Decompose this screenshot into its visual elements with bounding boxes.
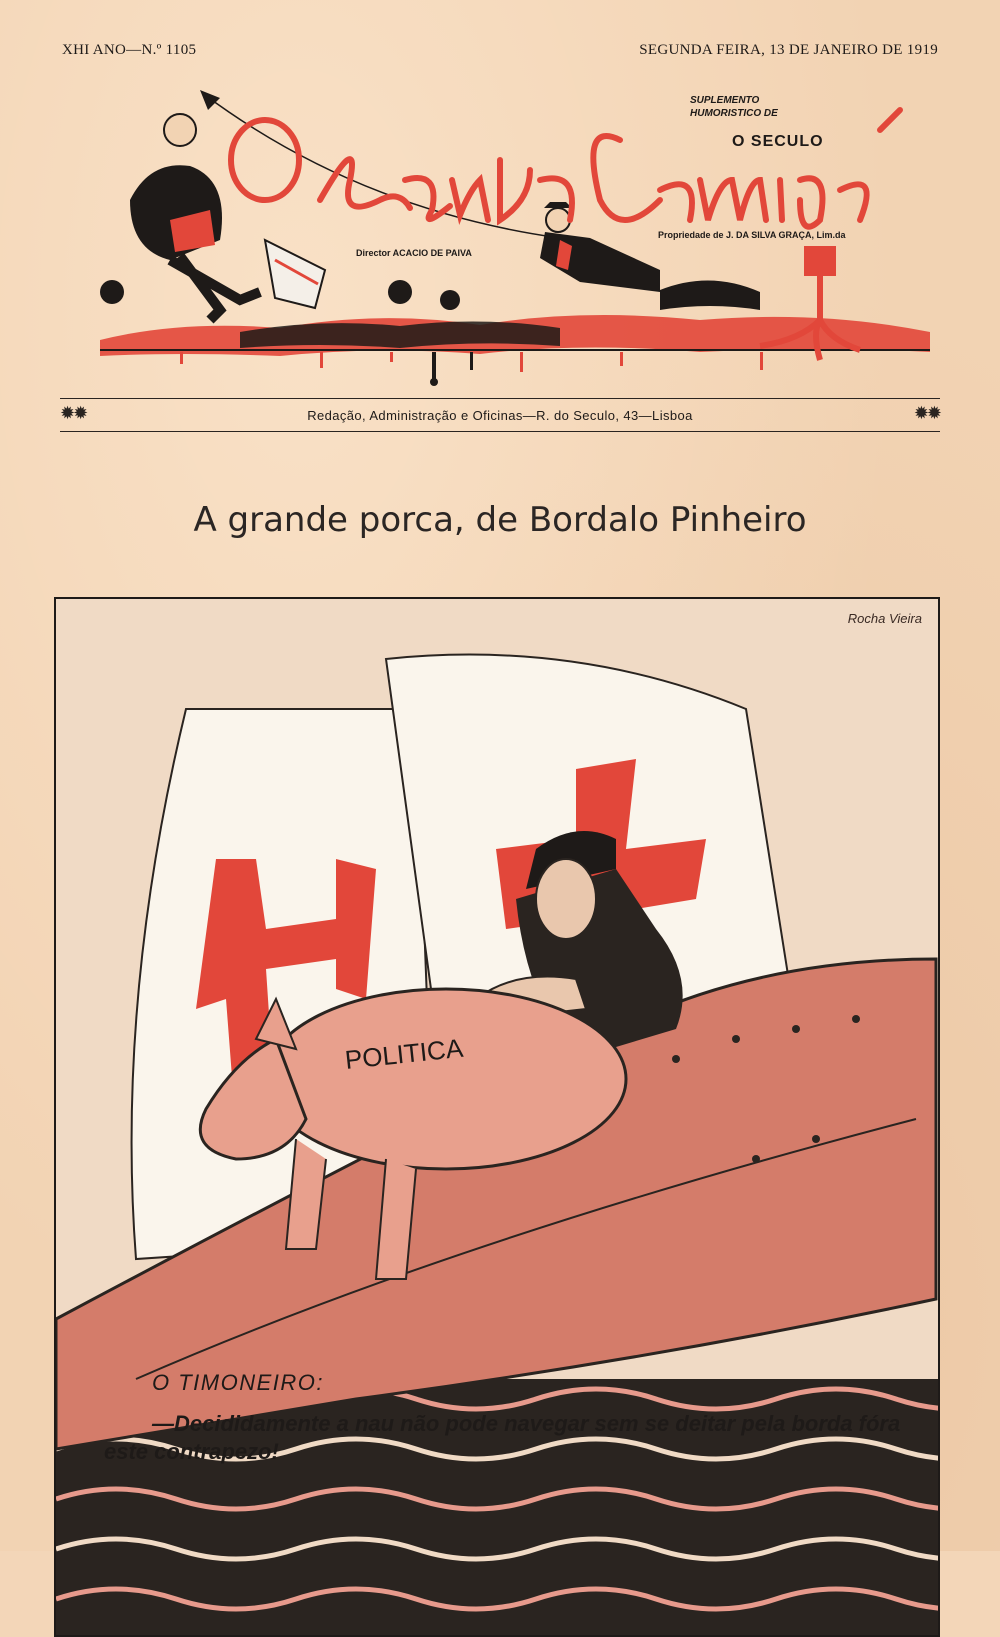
director-label: Director ACACIO DE PAIVA	[356, 248, 472, 258]
caption-speaker: O TIMONEIRO:	[152, 1370, 324, 1395]
proprietor-label: Propriedade de J. DA SILVA GRAÇA, Lim.da	[658, 230, 846, 240]
artist-signature: Rocha Vieira	[847, 611, 922, 626]
supplement-label	[690, 94, 778, 120]
pig-label: POLITICA	[343, 1032, 465, 1075]
supplement-line-1: SUPLEMENTO	[690, 95, 760, 106]
ornament-icon: ✹✹	[913, 403, 940, 423]
cartoon-drawing	[56, 599, 938, 1635]
ornament-icon: ✹✹	[60, 403, 87, 423]
header-line	[62, 42, 938, 59]
supplement-line-2: HUMORISTICO DE	[690, 108, 778, 119]
masthead	[60, 70, 940, 400]
cartoon-illustration	[54, 597, 940, 1637]
parent-paper-label: O SECULO	[732, 133, 824, 150]
issue-number: XHI ANO—N.º 1105	[62, 42, 197, 58]
caption-quote: —Decididamente a nau não pode navegar sem se deitar pela borda fóra este contrapezo!	[104, 1411, 901, 1464]
masthead-script-title	[231, 110, 900, 227]
address-bar	[60, 398, 940, 432]
address-line: Redação, Administração e Oficinas—R. do Seculo, 43—Lisboa	[307, 407, 693, 423]
issue-date: SEGUNDA FEIRA, 13 DE JANEIRO DE 1919	[639, 42, 938, 58]
article-headline: A grande porca, de Bordalo Pinheiro	[193, 500, 807, 540]
